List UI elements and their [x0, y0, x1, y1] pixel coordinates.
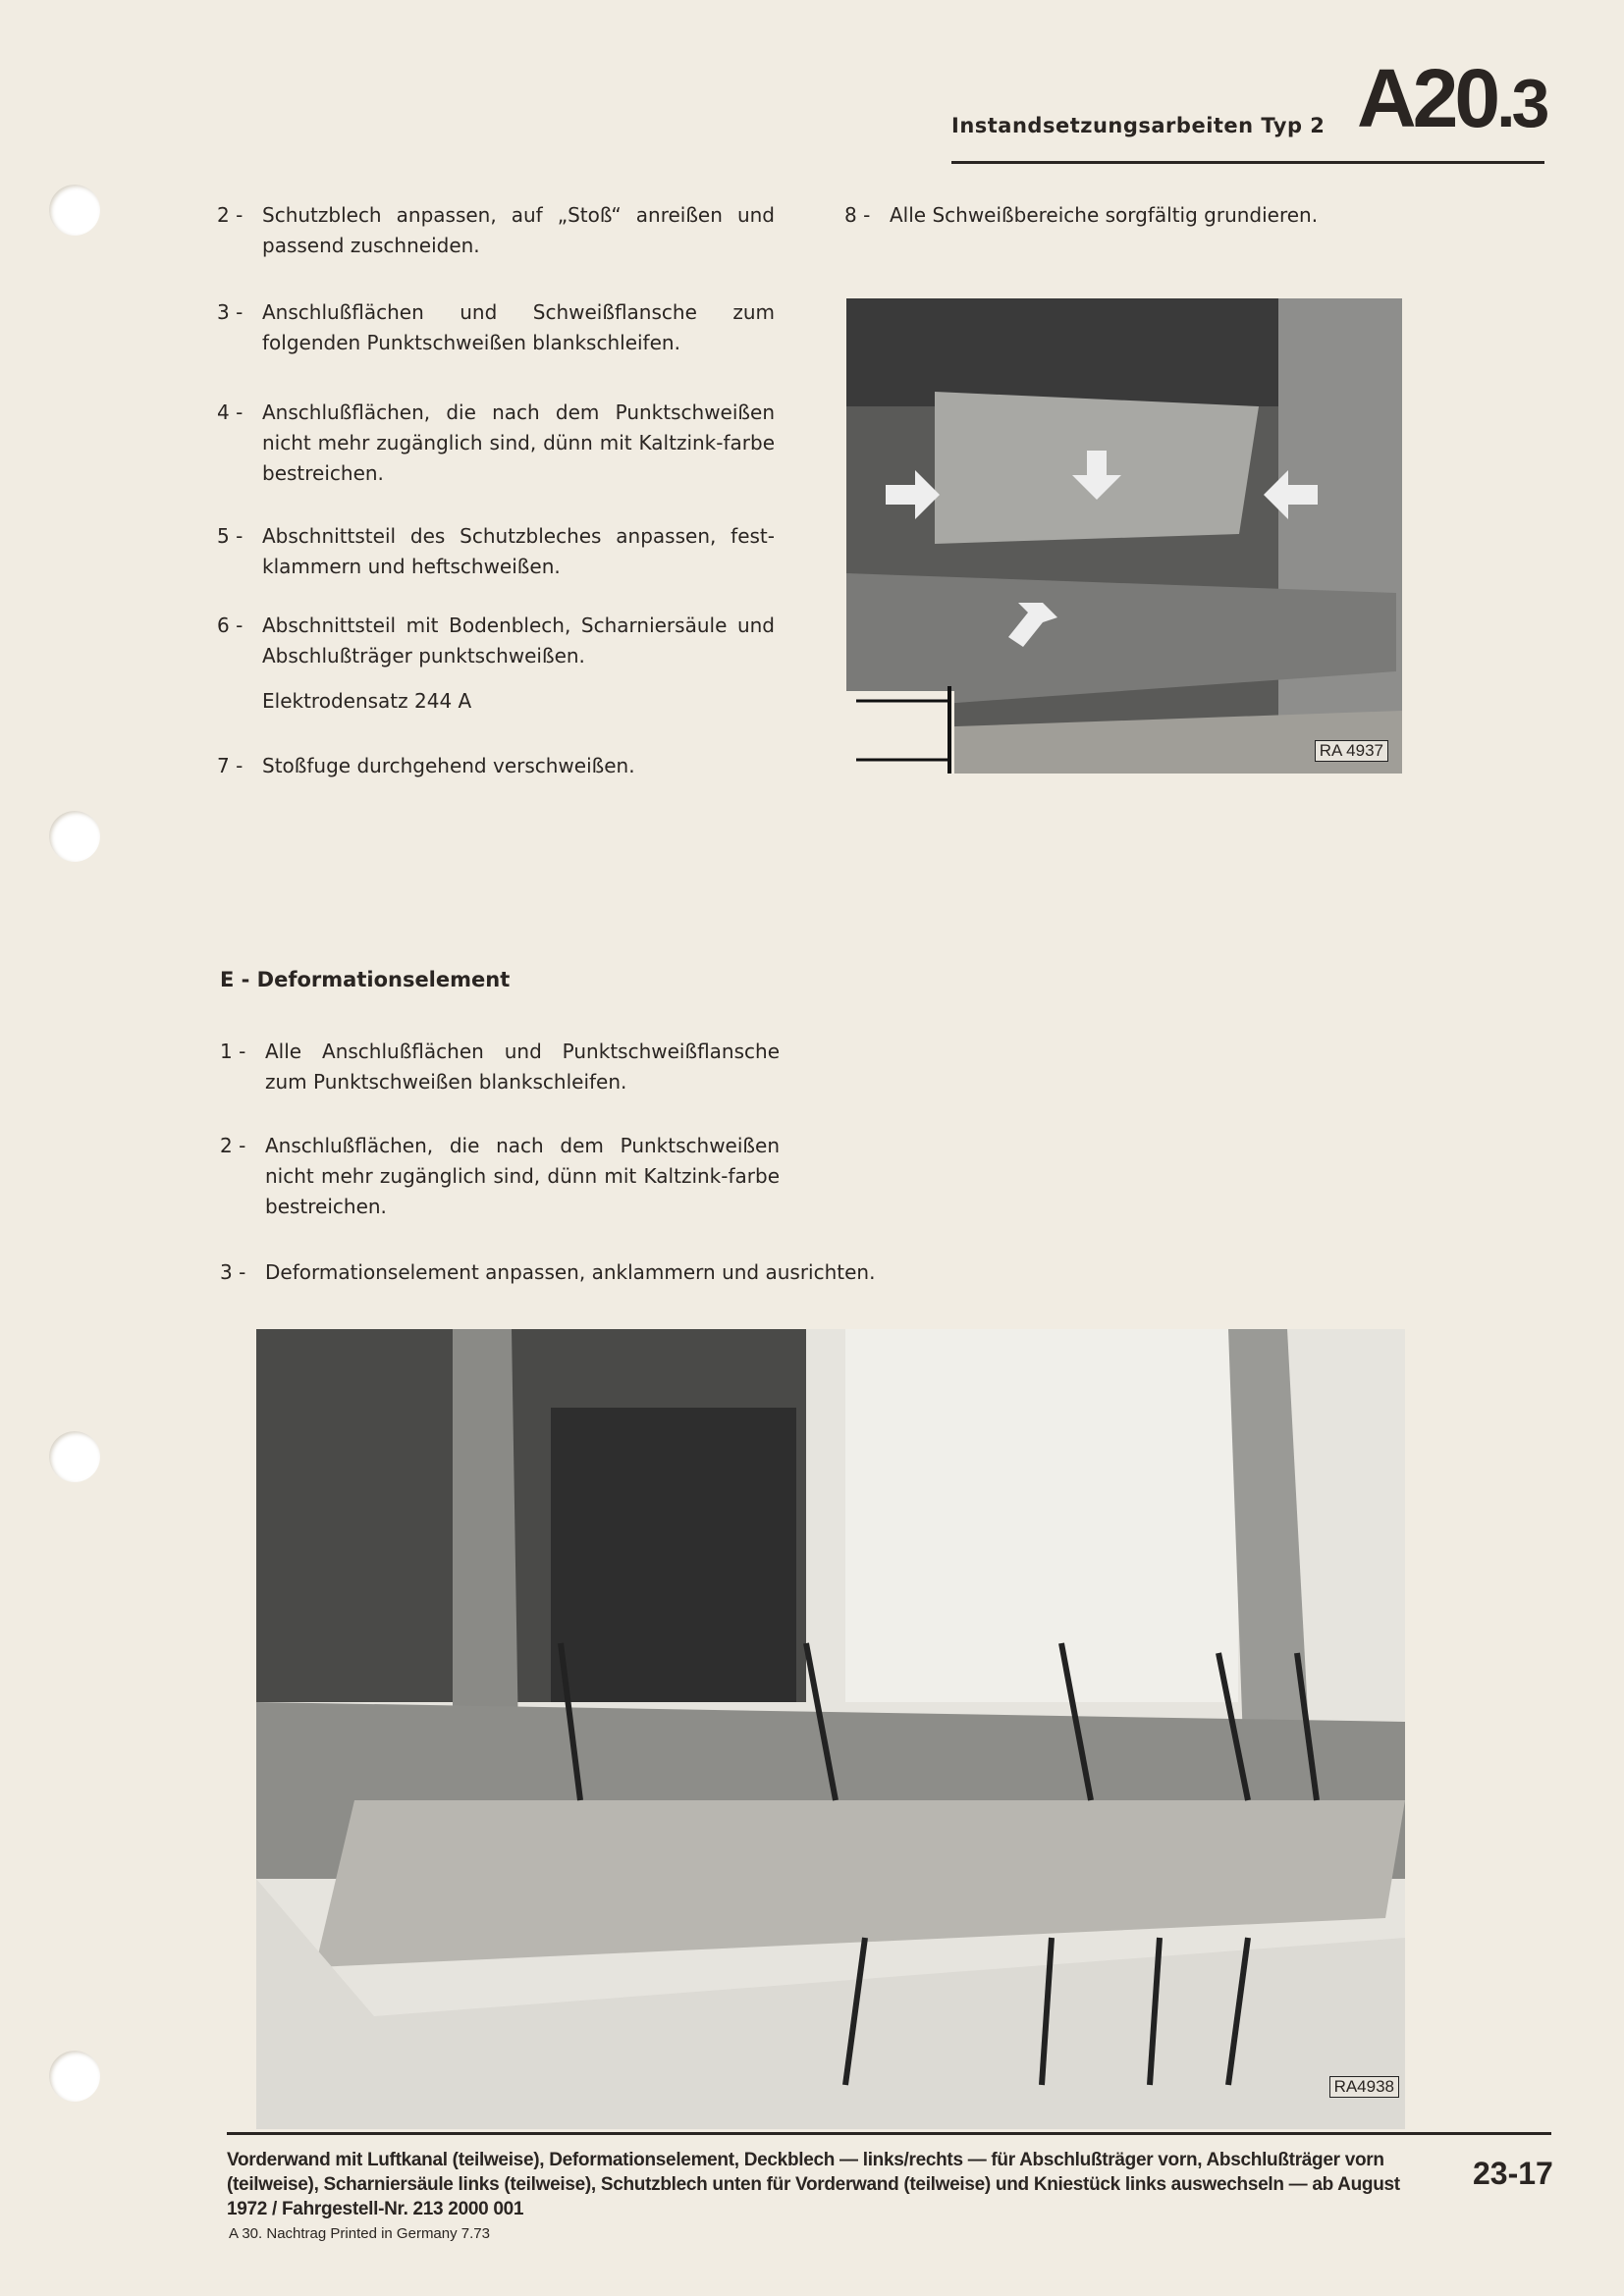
header-title: Instandsetzungsarbeiten Typ 2 — [951, 114, 1326, 137]
step-text: Abschnittsteil des Schutzbleches anpassen, fest-klammern und heftschweißen. — [262, 524, 775, 578]
step-number: 4 - — [217, 400, 244, 424]
step-text: Anschlußflächen, die nach dem Punktschweißen nicht mehr zugänglich sind, dünn mit Kaltzink-farbe bestreichen. — [262, 400, 775, 485]
step-text: Abschnittsteil mit Bodenblech, Scharniersäule und Abschlußträger punktschweißen. — [262, 614, 775, 667]
step-item — [220, 1257, 1005, 1288]
punch-hole — [49, 185, 100, 236]
step-text: Elektrodensatz 244 A — [262, 689, 472, 713]
photo-ra4937-image — [846, 298, 1402, 774]
step-text: Alle Schweißbereiche sorgfältig grundieren. — [890, 203, 1319, 227]
page-number: 23-17 — [1473, 2156, 1553, 2191]
electrode-note — [217, 686, 775, 717]
section-heading: E - Deformationselement — [220, 968, 511, 991]
figure-label: RA4938 — [1329, 2076, 1399, 2098]
photo-ra4938 — [256, 1329, 1405, 2129]
photo-ra4938-image — [256, 1329, 1405, 2129]
step-item — [217, 200, 775, 261]
step-item — [844, 200, 1434, 231]
step-text: Deformationselement anpassen, anklammern und ausrichten. — [265, 1260, 876, 1284]
punch-hole — [49, 811, 100, 862]
section-code — [1357, 52, 1546, 144]
step-number — [217, 686, 262, 717]
step-number: 3 - — [217, 300, 244, 324]
step-number: 5 - — [217, 524, 244, 548]
step-number: 7 - — [217, 754, 244, 777]
step-item — [217, 611, 775, 671]
section-code-main: A20 — [1357, 52, 1497, 144]
step-item — [220, 1131, 780, 1222]
step-item — [217, 521, 775, 582]
section-code-sub: .3 — [1496, 65, 1546, 141]
footer-description: Vorderwand mit Luftkanal (teilweise), Deformationselement, Deckblech — links/rechts — für Abschlußträger vorn, Abschlußträger vorn (teilweise), Scharniersäule links (teilweise), Schutzblech unten für Vorderwand (teilweise) und Kniestück links auswechseln — ab August 1972 / Fahrgestell-Nr. 213 2000 001 — [227, 2150, 1400, 2219]
step-item — [217, 398, 775, 489]
print-info: A 30. Nachtrag Printed in Germany 7.73 — [229, 2225, 490, 2242]
step-text: Stoßfuge durchgehend verschweißen. — [262, 754, 635, 777]
step-item — [217, 751, 775, 781]
step-text: Alle Anschlußflächen und Punktschweißflansche zum Punktschweißen blankschleifen. — [265, 1040, 780, 1094]
step-number: 3 - — [220, 1260, 246, 1284]
step-text: Anschlußflächen, die nach dem Punktschweißen nicht mehr zugänglich sind, dünn mit Kaltzink-farbe bestreichen. — [265, 1134, 780, 1218]
step-number: 1 - — [220, 1040, 246, 1063]
header-rule — [951, 161, 1544, 164]
step-number: 8 - — [844, 203, 871, 227]
step-text: Schutzblech anpassen, auf „Stoß“ anreißen und passend zuschneiden. — [262, 203, 775, 257]
step-item — [217, 297, 775, 358]
step-item — [220, 1037, 780, 1097]
punch-hole — [49, 1431, 100, 1482]
photo-ra4937 — [846, 298, 1402, 774]
punch-hole — [49, 2051, 100, 2102]
footer-rule — [227, 2132, 1551, 2135]
step-text: Anschlußflächen und Schweißflansche zum folgenden Punktschweißen blankschleifen. — [262, 300, 775, 354]
figure-label: RA 4937 — [1315, 740, 1388, 762]
step-number: 2 - — [217, 203, 244, 227]
step-number: 2 - — [220, 1134, 246, 1157]
step-number: 6 - — [217, 614, 244, 637]
